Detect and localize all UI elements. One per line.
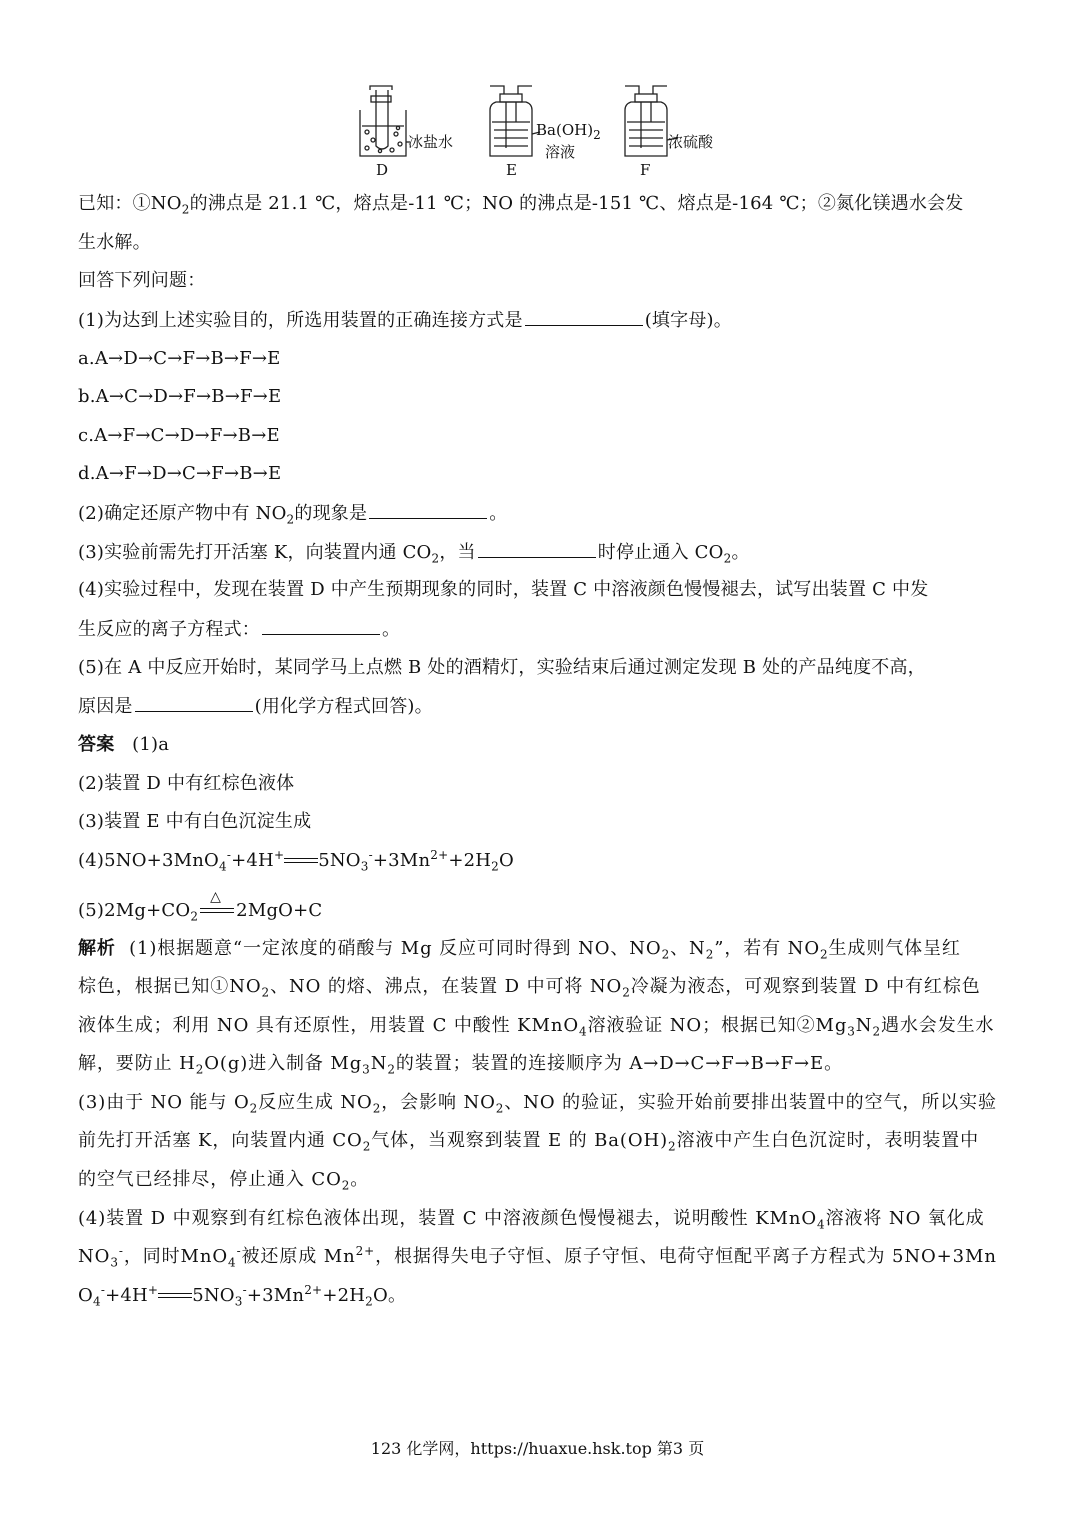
answer-4: (4)5NO+3MnO$_4$-+4H+ $5NO_3^-+3Mn^{2+}+2H_2O$ <box>78 848 514 874</box>
equals-sign <box>158 1291 192 1301</box>
answer-blank <box>135 695 253 712</box>
answer-2: (2)装置 D 中有红棕色液体 <box>78 773 295 794</box>
analysis-line-2: 棕色，根据已知$①NO_2$、NO 的熔、沸点，在装置 D 中可将 $NO_2$冷凝为液态，可观察到装置 D 中有红棕色 <box>78 976 981 1000</box>
answer-prompt: 回答下列问题： <box>78 270 206 291</box>
option-a: a.A→D→C→F→B→F→E <box>78 348 281 369</box>
answer-1: 答案 (1)a <box>78 734 170 755</box>
answer-blank <box>478 541 596 558</box>
label-solution: 溶液 <box>545 143 576 161</box>
page-footer: 123 化学网，https://huaxue.hsk.top 第3 页 <box>370 1439 705 1458</box>
answer-blank <box>525 309 643 326</box>
known-line-2: 生水解。 <box>78 232 151 253</box>
analysis-line-5: (3)由于 NO 能与 $O_2$反应生成 $NO_2$，会影响 $NO_2$、NO 的验证，实验开始前要排出装置中的空气，所以实验 <box>78 1092 997 1116</box>
analysis-line-8: (4)装置 D 中观察到有红棕色液体出现，装置 C 中溶液颜色慢慢褪去，说明酸性 KMnO$_4$溶液将 NO 氧化成 <box>78 1208 985 1232</box>
label-e: E <box>506 161 517 179</box>
answer-label: 答案 <box>78 734 115 755</box>
question-4-line-1: (4)实验过程中，发现在装置 D 中产生预期现象的同时，装置 C 中溶液颜色慢慢褪去，试写出装置 C 中发 <box>78 579 929 600</box>
heat-triangle: △ <box>210 889 222 905</box>
answer-5: $(5)2Mg+CO_2$ △ 2MgO+C <box>78 900 322 922</box>
question-4-line-2: 生反应的离子方程式： 。 <box>78 619 401 640</box>
analysis-line-7: 的空气已经排尽，停止通入 $CO_2$。 <box>78 1169 370 1193</box>
known-line-1: 已知：$①NO_2$的沸点是 21.1 ℃，熔点是-11 ℃；NO 的沸点是-151 ℃、熔点是-164 ℃；②氮化镁遇水会发 <box>78 193 964 217</box>
option-d: d.A→F→D→C→F→B→E <box>78 463 282 484</box>
analysis-label: 解析 <box>78 938 116 959</box>
answer-3: (3)装置 E 中有白色沉淀生成 <box>78 811 312 832</box>
label-f: F <box>640 161 651 179</box>
question-5-line-1: (5)在 A 中反应开始时，某同学马上点燃 B 处的酒精灯，实验结束后通过测定发现 B 处的产品纯度不高， <box>78 657 926 678</box>
label-ice-salt-water: 冰盐水 <box>408 133 454 151</box>
apparatus-figure <box>340 82 740 182</box>
question-1: (1)为达到上述实验目的，所选用装置的正确连接方式是 (填字母)。 <box>78 310 732 331</box>
question-2: (2)确定还原产物中有 $NO_2$的现象是 。 <box>78 503 508 527</box>
answer-blank <box>262 618 380 635</box>
equals-sign <box>284 856 318 866</box>
analysis-line-1: 解析 (1)根据题意“一定浓度的硝酸与 Mg 反应可同时得到 NO、$NO_2$、$N_2$”，若有 $NO_2$生成则气体呈红 <box>78 938 961 962</box>
analysis-line-3: 液体生成；利用 NO 具有还原性，用装置 C 中酸性 KMnO$_4$溶液验证 NO；根据已知$②Mg_3N_2$遇水会发生水 <box>78 1015 995 1039</box>
analysis-line-10: $O_4^-+4H^+$ $5NO_3^-+3Mn^{2+}+2H_2O$。 <box>78 1283 407 1309</box>
question-3: (3)实验前需先打开活塞 K，向装置内通 $CO_2$，当 时停止通入 $CO_2$。 <box>78 542 750 566</box>
analysis-line-6: 前先打开活塞 K，向装置内通 $CO_2$气体，当观察到装置 E 的 $Ba(OH)_2$溶液中产生白色沉淀时，表明装置中 <box>78 1130 979 1154</box>
option-c: c.A→F→C→D→F→B→E <box>78 425 280 446</box>
question-5-line-2: 原因是 (用化学方程式回答)。 <box>78 696 433 717</box>
answer-blank <box>369 502 487 519</box>
label-conc-sulfuric: 浓硫酸 <box>668 133 714 151</box>
label-baoh2: $Ba(OH)_2$ <box>536 121 601 142</box>
label-d: D <box>376 161 389 179</box>
option-b: b.A→C→D→F→B→F→E <box>78 386 282 407</box>
analysis-line-9: $NO_3^-$，同时MnO$_4$-被还原成 $Mn^{2+}$，根据得失电子守恒、原子守恒、电荷守恒配平离子方程式为 5NO+3Mn <box>78 1244 997 1270</box>
analysis-line-4: 解，要防止 $H_2O(g)$进入制备 $Mg_3N_2$的装置；装置的连接顺序为 A→D→C→F→B→F→E。 <box>78 1053 843 1077</box>
heat-equals-sign <box>200 889 234 916</box>
